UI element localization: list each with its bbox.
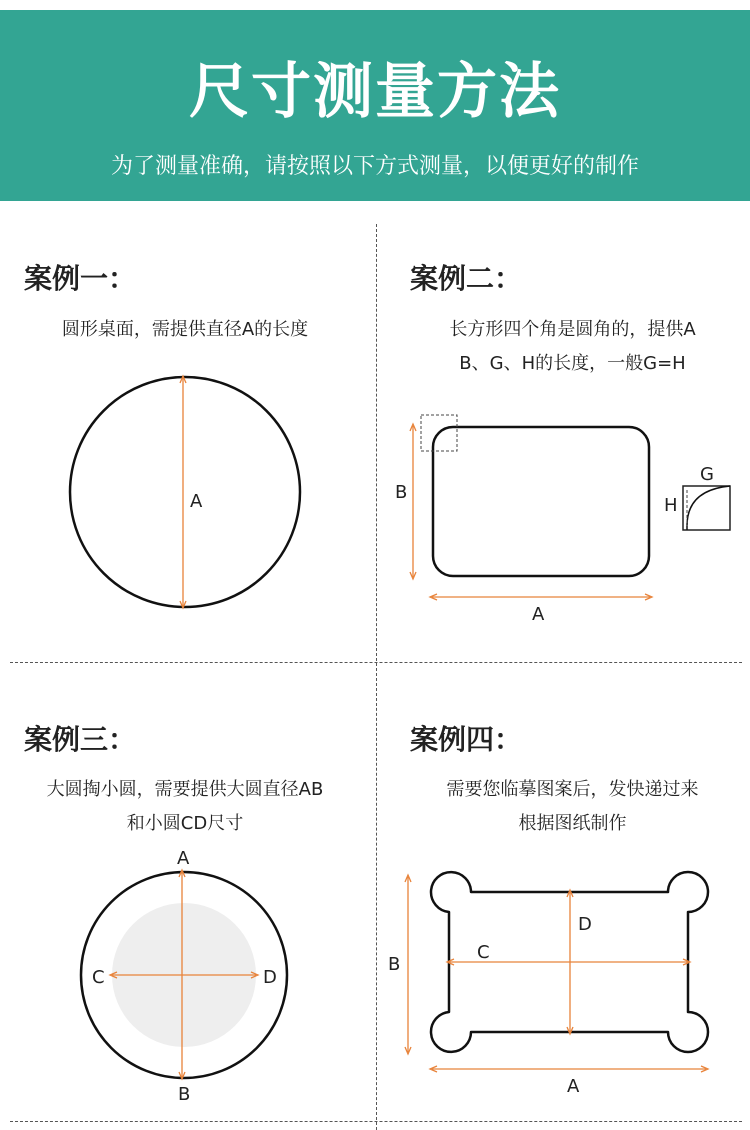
case-3-label-d: D [263,967,277,988]
case-4-title: 案例四： [410,723,523,756]
case-2-desc-line-1: 长方形四个角是圆角的，提供A [449,319,696,340]
case-3-title: 案例三： [24,723,137,756]
case-2-title: 案例二： [410,262,523,295]
case-4-label-a: A [567,1076,580,1097]
case-3-desc-line-1: 大圆掏小圆，需要提供大圆直径AB [46,779,324,800]
case-2-label-g: G [700,464,714,485]
page-subtitle: 为了测量准确，请按照以下方式测量，以便更好的制作 [110,154,639,179]
case-4-label-b: B [388,954,401,975]
case-4-desc-line-2: 根据图纸制作 [518,813,627,834]
case-4-desc-line-1: 需要您临摹图案后，发快递过来 [446,779,699,800]
case-3-label-a: A [177,848,190,869]
case-1-label-a: A [190,491,203,512]
case-2-label-h: H [664,495,678,516]
case-4-label-d: D [578,914,592,935]
case-1-desc-line-1: 圆形桌面，需提供直径A的长度 [61,319,309,340]
case-3-label-c: C [92,967,105,988]
case-2-desc-line-2: B、G、H的长度，一般G=H [459,353,686,374]
case-2-label-b: B [395,482,408,503]
case-1-title: 案例一： [24,262,137,295]
case-4-label-c: C [477,942,490,963]
case-3-desc-line-2: 和小圆CD尺寸 [126,813,244,834]
case-3-label-b: B [178,1084,191,1105]
case-2-label-a: A [532,604,545,625]
page-title: 尺寸测量方法 [189,57,561,127]
